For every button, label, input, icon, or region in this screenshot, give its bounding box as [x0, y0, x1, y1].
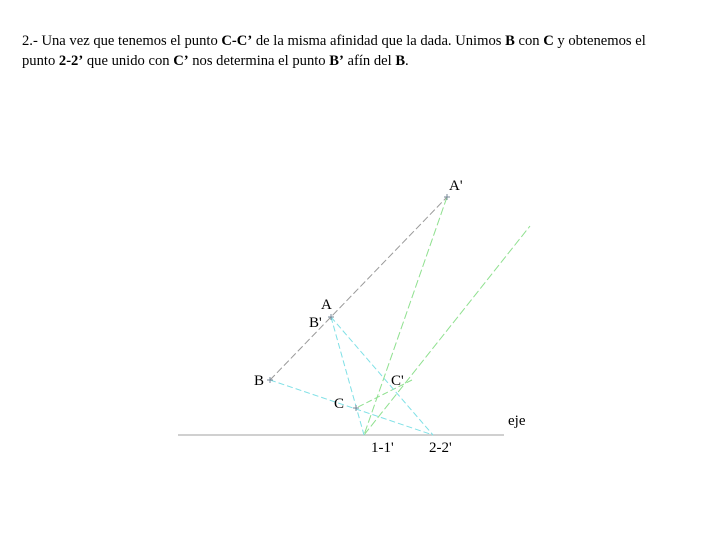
- label-b: B: [254, 373, 265, 389]
- label-axis: eje: [508, 413, 526, 429]
- caption-run: B’: [329, 53, 344, 69]
- caption-run: B: [505, 33, 515, 49]
- caption-run: 2-2’: [58, 53, 84, 69]
- label-a: A: [321, 297, 332, 313]
- caption-run: B: [395, 53, 406, 69]
- label-c: C: [334, 396, 345, 412]
- line-a-1: [331, 317, 364, 435]
- line-b-c-2: [270, 380, 433, 435]
- caption-run: .: [405, 53, 409, 69]
- label-a-prime: A': [449, 178, 463, 194]
- label-1-1-prime: 1-1': [371, 440, 394, 456]
- caption-run: punto: [22, 53, 59, 69]
- caption-run: 2.- Una vez que tenemos el punto: [22, 33, 222, 49]
- caption-run: nos determina el punto: [188, 53, 330, 69]
- caption-run: afín del: [343, 53, 396, 69]
- label-c-prime: C': [391, 373, 404, 389]
- line-b-a-prime: [270, 197, 447, 380]
- caption-run: de la misma afinidad que la dada. Unimos: [252, 33, 506, 49]
- label-2-2-prime: 2-2': [429, 440, 452, 456]
- caption-run: C: [543, 33, 554, 49]
- caption-run: y obtenemos el: [553, 33, 646, 49]
- caption-run: C’: [173, 53, 189, 69]
- label-b-prime: B': [309, 315, 322, 331]
- line-a-prime-1: [364, 197, 447, 435]
- caption-run: que unido con: [83, 53, 174, 69]
- caption-run: C-C’: [221, 33, 253, 49]
- caption-run: con: [514, 33, 544, 49]
